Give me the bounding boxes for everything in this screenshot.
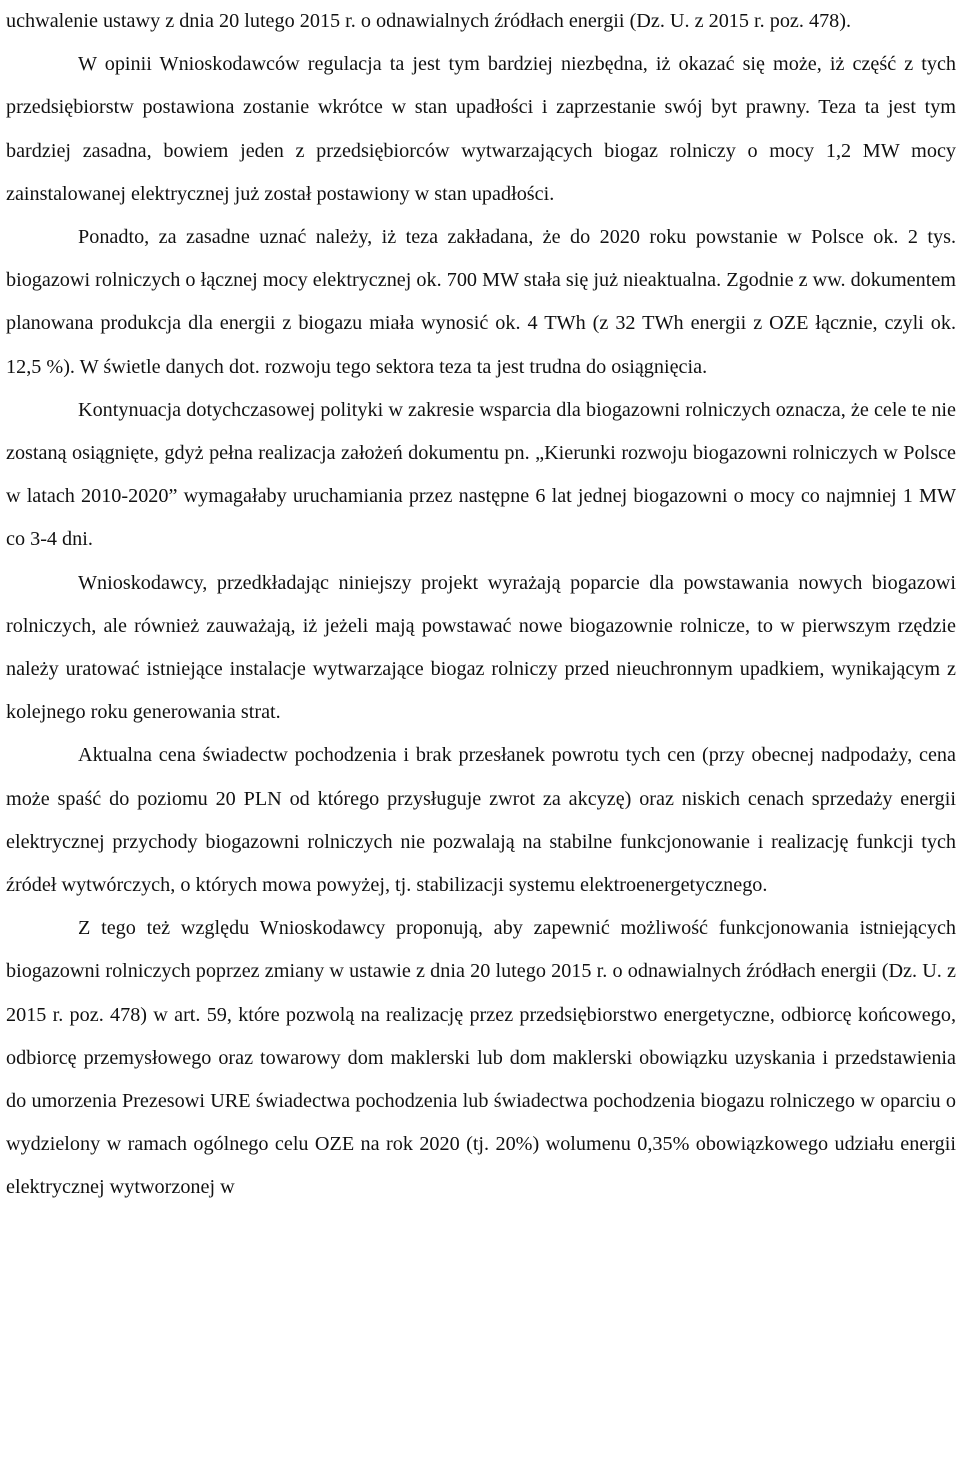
paragraph-3: Ponadto, za zasadne uznać należy, iż teza zakładana, że do 2020 roku powstanie w Polsce ok. 2 tys. biogazowi rolniczych o łącznej mocy elektrycznej ok. 700 MW stała się już nieaktualna. Zgodnie z ww. dokumentem planowana produkcja dla energii z biogazu miała wynosić ok. 4 TWh (z 32 TWh energii z OZE łącznie, czyli ok. 12,5 %). W świetle danych dot. rozwoju tego sektora teza ta jest trudna do osiągnięcia. (6, 226, 956, 378)
paragraph-4: Kontynuacja dotychczasowej polityki w zakresie wsparcia dla biogazowni rolniczych oznacza, że cele te nie zostaną osiągnięte, gdyż pełna realizacja założeń dokumentu pn. „Kierunki rozwoju biogazowni rolniczych w Polsce w latach 2010-2020” wymagałaby uruchamiania przez następne 6 lat jednej biogazowni o mocy co najmniej 1 MW co 3-4 dni. (6, 398, 956, 551)
paragraph-5: Wnioskodawcy, przedkładając niniejszy projekt wyrażają poparcie dla powstawania nowych biogazowi rolniczych, ale również zauważają, iż jeżeli mają powstawać nowe biogazownie rolnicze, to w pierwszym rzędzie należy uratować istniejące instalacje wytwarzające biogaz rolniczy przed nieuchronnym upadkiem, wynikającym z kolejnego roku generowania strat. (6, 571, 956, 724)
document-page (6, 0, 956, 1210)
paragraph-6: Aktualna cena świadectw pochodzenia i brak przesłanek powrotu tych cen (przy obecnej nadpodaży, cena może spaść do poziomu 20 PLN od którego przysługuje zwrot za akcyzę) oraz niskich cenach sprzedaży energii elektrycznej przychody biogazowni rolniczych nie pozwalają na stabilne funkcjonowanie i realizację funkcji tych źródeł wytwórczych, o których mowa powyżej, tj. stabilizacji systemu elektroenergetycznego. (6, 744, 956, 897)
paragraph-7: Z tego też względu Wnioskodawcy proponują, aby zapewnić możliwość funkcjonowania istniejących biogazowni rolniczych poprzez zmiany w ustawie z dnia 20 lutego 2015 r. o odnawialnych źródłach energii (Dz. U. z 2015 r. poz. 478) w art. 59, które pozwolą na realizację przez przedsiębiorstwo energetyczne, odbiorcę końcowego, odbiorcę przemysłowego oraz towarowy dom maklerski lub dom maklerski obowiązku uzyskania i przedstawienia do umorzenia Prezesowi URE świadectwa pochodzenia lub świadectwa pochodzenia biogazu rolniczego w oparciu o wydzielony w ramach ogólnego celu OZE na rok 2020 (tj. 20%) wolumenu 0,35% obowiązkowego udziału energii elektrycznej wytworzonej w (6, 917, 956, 1199)
paragraph-2: W opinii Wnioskodawców regulacja ta jest tym bardziej niezbędna, iż okazać się może, iż część z tych przedsiębiorstw postawiona zostanie wkrótce w stan upadłości i zaprzestanie swój byt prawny. Teza ta jest tym bardziej zasadna, bowiem jeden z przedsiębiorców wytwarzających biogaz rolniczy o mocy 1,2 MW mocy zainstalowanej elektrycznej już został postawiony w stan upadłości. (6, 53, 956, 205)
paragraph-1: uchwalenie ustawy z dnia 20 lutego 2015 r. o odnawialnych źródłach energii (Dz. U. z 2015 r. poz. 478). (6, 10, 852, 32)
